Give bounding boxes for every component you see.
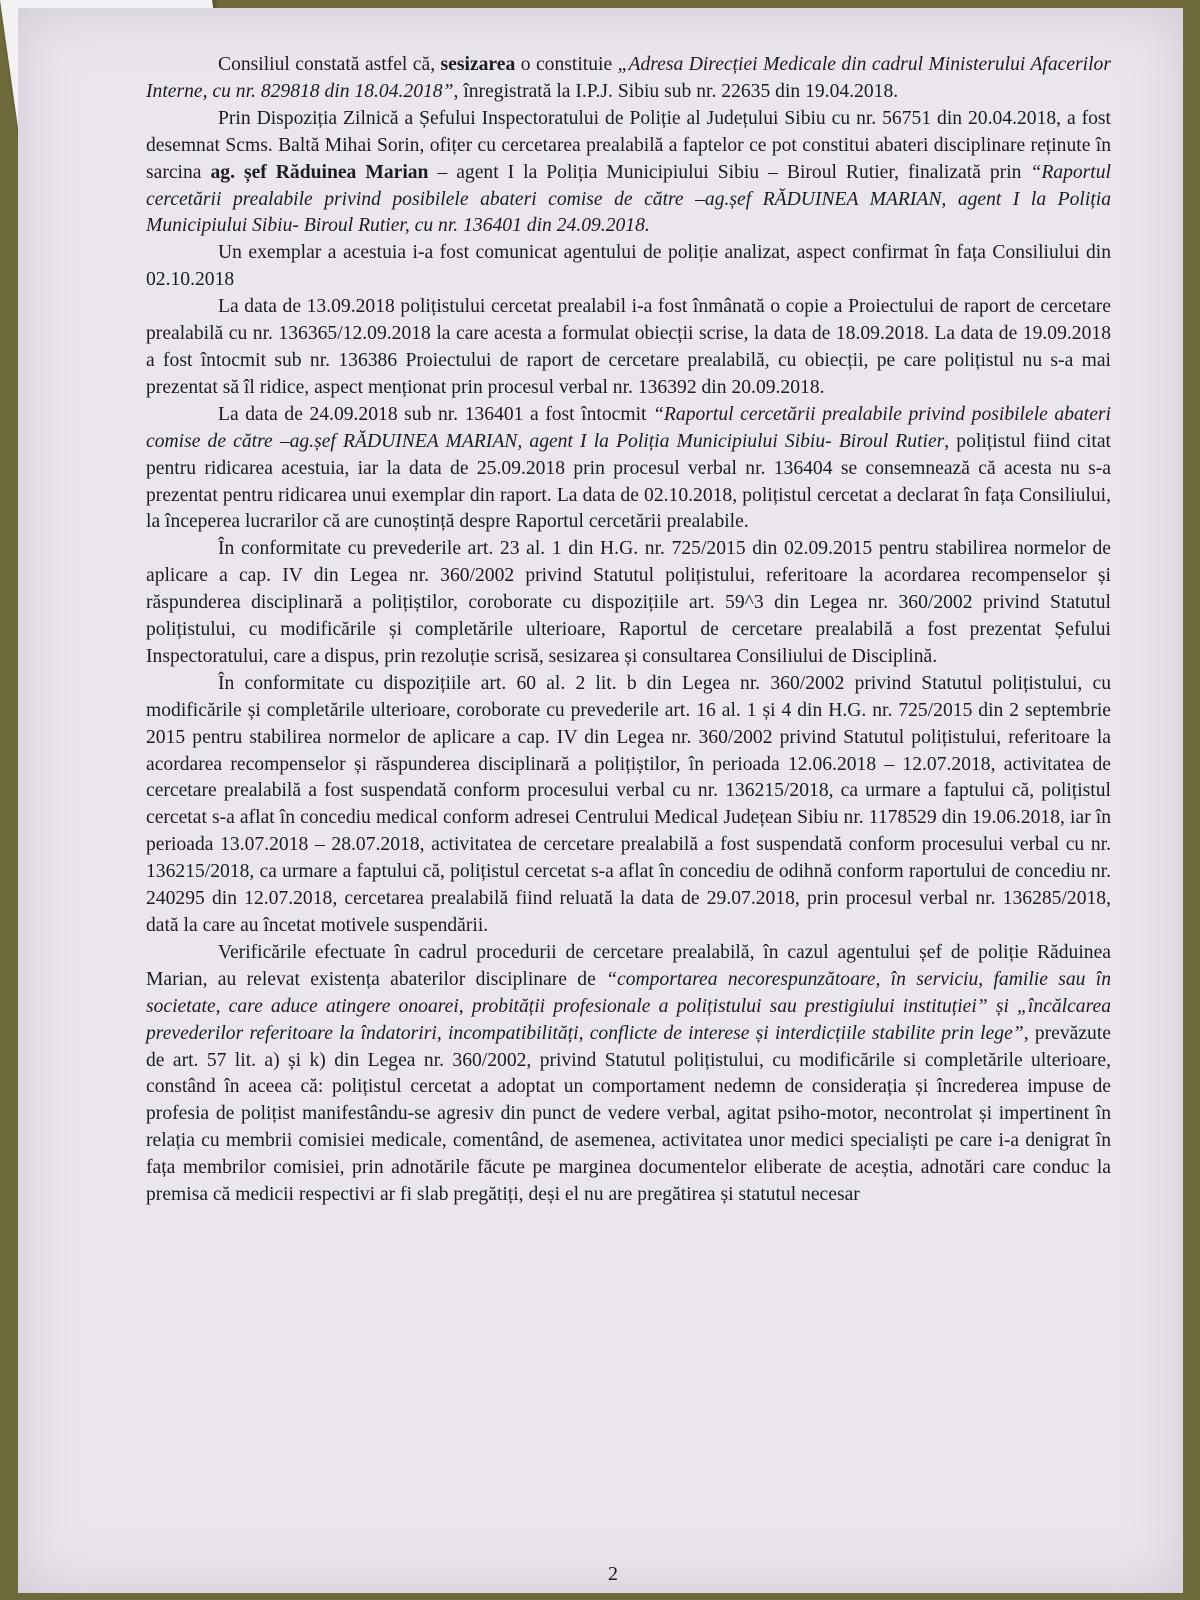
- paragraph-text: , înregistrată la I.P.J. Sibiu sub nr. 22635 din 19.04.2018.: [453, 80, 899, 102]
- paragraph-dispozitie: [146, 106, 1111, 241]
- italic-quote: „Adresa Direcției Medicale din cadrul Ministerului Afacerilor Interne, cu nr. 829818 din 18.04.2018”: [146, 54, 1111, 102]
- page-number: 2: [608, 1563, 618, 1585]
- italic-quote: “comportarea necorespunzătoare, în serviciu, familie sau în societate, care aduce atingere onoarei, probității profesionale a polițistului sau prestigiului instituției” și „încălcarea prevederilor referitoare la îndatoriri, incompatibilități, conflicte de interese și interdicțiile stabilite prin lege”: [146, 968, 1111, 1044]
- document-page: [18, 8, 1183, 1593]
- paragraph-conformitate-art60: [146, 671, 1111, 940]
- paragraph-text: Prin Dispoziția Zilnică a Șefului Inspectoratului de Poliție al Județului Sibiu cu nr. 56751 din 20.04.2018, a fost desemnat Scms. Baltă Mihai Sorin, ofițer cu cercetarea prealabilă a faptelor ce pot constitui abateri disciplinare reținute în sarcina: [146, 107, 1111, 183]
- paragraph-text: Consiliul constată astfel că,: [218, 54, 441, 75]
- paragraph-text: La data de 13.09.2018 polițistului cercetat prealabil i-a fost înmânată o copie a Proiectului de raport de cercetare prealabilă cu nr. 136365/12.09.2018 la care acesta a formulat obiecții scrise, la data de 18.09.2018. La data de 19.09.2018 a fost întocmit sub nr. 136386 Proiectului de raport de cercetare prealabilă, cu obiecții, pe care polițistul nu s-a mai prezentat să îl ridice, aspect menționat prin procesul verbal nr. 136392 din 20.09.2018.: [146, 296, 1111, 398]
- paragraph-text: – agent I la Poliția Municipiului Sibiu – Biroul Rutier, finalizată prin: [428, 161, 1031, 183]
- bold-text: ag. șef Răduinea Marian: [210, 161, 429, 183]
- paragraph-conformitate-art23: [146, 536, 1111, 671]
- paragraph-text: , polițistul fiind citat pentru ridicarea acestuia, iar la data de 25.09.2018 prin procesul verbal nr. 136404 se consemnează că acesta nu s-a prezentat pentru ridicarea unui exemplar din raport. La data de 02.10.2018, polițistul cercetat a declarat în fața Consiliului, la începerea lucrarilor că are cunoștință despre Raportul cercetării prealabile.: [146, 430, 1111, 533]
- paragraph-text: În conformitate cu dispozițiile art. 60 al. 2 lit. b din Legea nr. 360/2002 privind Statutul polițistului, cu modificările și completările ulterioare, coroborate cu prevederile art. 16 al. 1 și 4 din H.G. nr. 725/2015 din 2 septembrie 2015 pentru stabilirea normelor de aplicare a cap. IV din Legea nr. 360/2002 privind Statutul polițistului, referitoare la acordarea recompenselor și răspunderea disciplinară a polițiștilor, în perioada 12.06.2018 – 12.07.2018, activitatea de cercetare prealabilă a fost suspendată conform procesului verbal cu nr. 136215/2018, ca urmare a faptului că, polițistul cercetat s-a aflat în concediu medical conform adresei Centrului Medical Județean Sibiu nr. 1178529 din 19.06.2018, iar în perioada 13.07.2018 – 28.07.2018, activitatea de cercetare prealabilă a fost suspendată conform procesului verbal cu nr. 136215/2018, ca urmare a faptului că, polițistul cercetat s-a aflat în concediu de odihnă conform raportului de concediu nr. 240295 din 12.07.2018, cercetarea prealabilă fiind reluată la data de 29.07.2018, prin procesul verbal nr. 136285/2018, dată la care au încetat motivele suspendării.: [146, 672, 1111, 936]
- paragraph-raport-final: [146, 402, 1111, 537]
- italic-quote: “Raportul cercetării prealabile privind posibilele abateri comise de către –ag.șef RĂDUINEA MARIAN, agent I la Poliția Municipiului Sibiu- Biroul Rutier, cu nr. 136401 din 24.09.2018.: [146, 161, 1111, 237]
- paragraph-proiect-raport: [146, 294, 1111, 402]
- italic-quote: “Raportul cercetării prealabile privind posibilele abateri comise de către –ag.șef RĂDUINEA MARIAN, agent I la Poliția Municipiului Sibiu- Biroul Rutier: [146, 403, 1111, 452]
- paragraph-exemplar: [146, 240, 1111, 294]
- paragraph-text: o constituie: [515, 54, 618, 75]
- paragraph-sesizare: [146, 52, 1111, 106]
- paragraph-text: , prevăzute de art. 57 lit. a) și k) din Legea nr. 360/2002, privind Statutul polițistului, cu modificările si completările ulterioare, constând în aceea că: polițistul cercetat a adoptat un comportament nedemn de considerația și încrederea impuse de profesia de polițist manifestându-se agresiv din punct de vedere verbal, agitat psiho-motor, necontrolat și impertinent în relația cu membrii comisiei medicale, comentând, de asemenea, activitatea unor medici specialiști pe care i-a denigrat în fața membrilor comisiei, prin adnotările făcute pe marginea documentelor eliberate de aceștia, adnotări care conduc la premisa că medicii respectivi ar fi slab pregătiți, deși el nu are pregătirea și statutul necesar: [146, 1022, 1111, 1206]
- paragraph-text: La data de 24.09.2018 sub nr. 136401 a fost întocmit: [218, 403, 654, 425]
- paragraph-text: Verificările efectuate în cadrul procedurii de cercetare prealabilă, în cazul agentului șef de poliție Răduinea Marian, au relevat existența abaterilor disciplinare de: [146, 941, 1111, 990]
- document-body: [146, 52, 1111, 1209]
- paragraph-text: Un exemplar a acestuia i-a fost comunicat agentului de poliție analizat, aspect confirmat în fața Consiliului din 02.10.2018: [146, 242, 1111, 291]
- paragraph-verificari: [146, 940, 1111, 1209]
- bold-text: sesizarea: [440, 54, 516, 75]
- paragraph-text: În conformitate cu prevederile art. 23 al. 1 din H.G. nr. 725/2015 din 02.09.2015 pentru stabilirea normelor de aplicare a cap. IV din Legea nr. 360/2002 privind Statutul polițistului, referitoare la acordarea recompenselor și răspunderea disciplinară a polițiștilor, coroborate cu dispozițiile art. 59^3 din Legea nr. 360/2002 privind Statutul polițistului, cu modificările și completările ulterioare, Raportul de cercetare prealabilă a fost prezentat Șefului Inspectoratului, care a dispus, prin rezoluție scrisă, sesizarea și consultarea Consiliului de Disciplină.: [146, 538, 1111, 667]
